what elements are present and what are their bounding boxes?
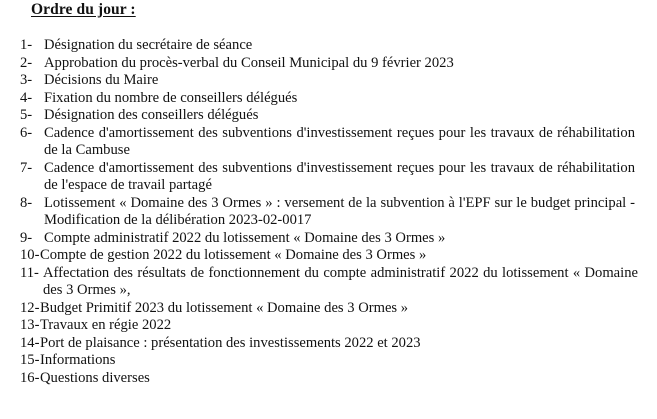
agenda-item-text: Travaux en régie 2022 bbox=[40, 317, 172, 333]
agenda-item bbox=[0, 107, 657, 125]
agenda-item-text: Lotissement « Domaine des 3 Ormes » : versement de la subvention à l'EPF sur le budget principal - Modification de la délibération 2023-02-0017 bbox=[44, 194, 635, 228]
agenda-item-number: 15- bbox=[20, 352, 40, 368]
agenda-item-text: Affectation des résultats de fonctionnement du compte administratif 2022 du lotissement « Domaine des 3 Ormes », bbox=[43, 264, 638, 298]
agenda-item-number: 6- bbox=[20, 124, 33, 141]
agenda-item-text: Compte administratif 2022 du lotissement « Domaine des 3 Ormes » bbox=[44, 229, 446, 246]
agenda-item-number: 11- bbox=[20, 264, 39, 281]
agenda-item bbox=[0, 160, 657, 195]
agenda-item-number: 4- bbox=[20, 89, 33, 106]
agenda-item-text: Approbation du procès-verbal du Conseil Municipal du 9 février 2023 bbox=[44, 54, 454, 71]
agenda-item-number: 1- bbox=[20, 37, 33, 53]
agenda-item bbox=[0, 55, 657, 73]
agenda-item-text: Décisions du Maire bbox=[44, 72, 159, 88]
agenda-list bbox=[0, 37, 657, 387]
agenda-item-text: Informations bbox=[40, 352, 116, 368]
agenda-item-number: 7- bbox=[20, 159, 33, 176]
agenda-item-text: Port de plaisance : présentation des investissements 2022 et 2023 bbox=[40, 334, 421, 351]
agenda-item bbox=[0, 265, 657, 300]
agenda-item-number: 13- bbox=[20, 317, 40, 333]
agenda-item bbox=[0, 230, 657, 248]
agenda-item bbox=[0, 370, 657, 388]
agenda-item bbox=[0, 37, 657, 55]
agenda-item bbox=[0, 317, 657, 335]
agenda-item bbox=[0, 352, 657, 370]
agenda-item-number: 12- bbox=[20, 299, 40, 316]
agenda-item-number: 8- bbox=[20, 194, 33, 211]
agenda-item bbox=[0, 247, 657, 265]
agenda-item bbox=[0, 195, 657, 230]
agenda-item bbox=[0, 300, 657, 318]
agenda-item-text: Budget Primitif 2023 du lotissement « Domaine des 3 Ormes » bbox=[40, 299, 409, 316]
agenda-item-number: 16- bbox=[20, 369, 40, 386]
agenda-item-text: Cadence d'amortissement des subventions d'investissement reçues pour les travaux de réhabilitation de l'espace de travail partagé bbox=[44, 159, 635, 193]
agenda-item-number: 9- bbox=[20, 229, 33, 246]
agenda-heading: Ordre du jour : bbox=[31, 1, 136, 18]
agenda-item-text: Désignation du secrétaire de séance bbox=[44, 37, 253, 53]
agenda-item-number: 3- bbox=[20, 72, 33, 88]
agenda-item-text: Fixation du nombre de conseillers délégués bbox=[44, 89, 298, 106]
agenda-item-text: Compte de gestion 2022 du lotissement « Domaine des 3 Ormes » bbox=[40, 247, 427, 263]
agenda-item-number: 5- bbox=[20, 107, 33, 123]
agenda-item-number: 14- bbox=[20, 334, 40, 351]
agenda-item-text: Questions diverses bbox=[40, 369, 150, 386]
agenda-item-text: Désignation des conseillers délégués bbox=[44, 107, 259, 123]
agenda-item-number: 10- bbox=[20, 247, 40, 263]
agenda-item bbox=[0, 72, 657, 90]
agenda-item bbox=[0, 125, 657, 160]
agenda-item bbox=[0, 90, 657, 108]
agenda-item bbox=[0, 335, 657, 353]
agenda-item-number: 2- bbox=[20, 54, 33, 71]
agenda-item-text: Cadence d'amortissement des subventions d'investissement reçues pour les travaux de réhabilitation de la Cambuse bbox=[44, 124, 635, 158]
